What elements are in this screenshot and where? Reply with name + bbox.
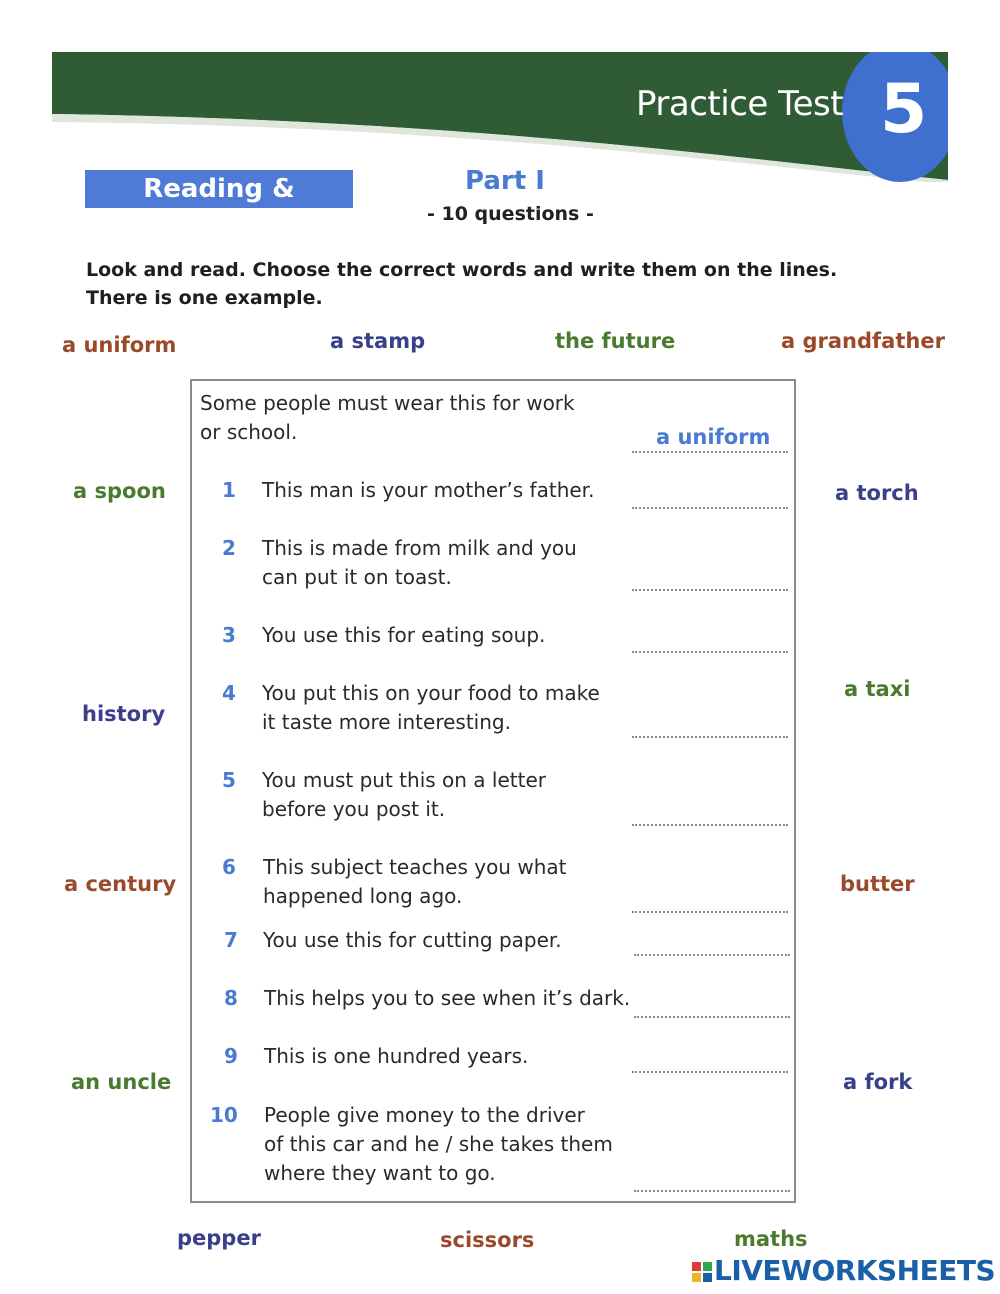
example-answer: a uniform xyxy=(656,425,771,449)
instructions-line-2: There is one example. xyxy=(86,287,323,309)
question-number: 8 xyxy=(224,986,238,1010)
word-bank-item: pepper xyxy=(177,1226,261,1250)
word-bank-item: butter xyxy=(840,872,915,896)
liveworksheets-logo[interactable] xyxy=(692,1254,995,1287)
question-line: People give money to the driver xyxy=(264,1103,585,1127)
word-bank-item: an uncle xyxy=(71,1070,172,1094)
word-bank-item: a grandfather xyxy=(781,329,945,353)
word-bank-item: scissors xyxy=(440,1228,535,1252)
word-bank-item: a century xyxy=(64,872,177,896)
word-bank-item: maths xyxy=(734,1227,808,1251)
question-line: This is one hundred years. xyxy=(264,1044,529,1068)
question-number: 5 xyxy=(222,768,236,792)
question-number: 7 xyxy=(224,928,238,952)
question-number: 2 xyxy=(222,536,236,560)
page-title: Practice Test xyxy=(636,84,844,124)
question-number: 3 xyxy=(222,623,236,647)
question-line: You use this for eating soup. xyxy=(262,623,546,647)
word-bank-item: a stamp xyxy=(330,329,426,353)
question-text xyxy=(262,679,600,737)
question-line: it taste more interesting. xyxy=(262,710,511,734)
answer-line-8[interactable] xyxy=(634,1016,790,1018)
answer-line-10[interactable] xyxy=(634,1190,790,1192)
word-bank-item: a taxi xyxy=(844,677,911,701)
answer-line-7[interactable] xyxy=(634,954,790,956)
answer-line-1[interactable] xyxy=(632,507,788,509)
word-bank-item: a torch xyxy=(835,481,919,505)
answer-line-6[interactable] xyxy=(632,911,788,913)
liveworksheets-text: LIVEWORKSHEETS xyxy=(714,1254,996,1287)
answer-line-5[interactable] xyxy=(632,824,788,826)
question-line: This helps you to see when it’s dark. xyxy=(264,986,631,1010)
example-text xyxy=(200,389,575,447)
question-text xyxy=(262,534,577,592)
section-label: Reading & Writing xyxy=(85,170,353,208)
question-text xyxy=(263,853,566,911)
question-text xyxy=(262,621,545,650)
instructions xyxy=(86,256,886,312)
answer-line-3[interactable] xyxy=(632,651,788,653)
question-text xyxy=(264,984,630,1013)
word-bank-item: history xyxy=(82,702,166,726)
question-line: happened long ago. xyxy=(263,884,463,908)
word-bank-item: the future xyxy=(555,329,676,353)
question-text xyxy=(262,476,594,505)
example-line-2: or school. xyxy=(200,420,298,444)
question-text xyxy=(264,1042,528,1071)
question-box xyxy=(190,379,796,1203)
instructions-line-1: Look and read. Choose the correct words and write them on the lines. xyxy=(86,259,838,281)
example-line-1: Some people must wear this for work xyxy=(200,391,575,415)
test-number: 5 xyxy=(880,70,928,149)
question-number: 9 xyxy=(224,1044,238,1068)
question-number: 10 xyxy=(210,1103,238,1127)
question-line: where they want to go. xyxy=(264,1161,496,1185)
answer-line-4[interactable] xyxy=(632,736,788,738)
question-number: 4 xyxy=(222,681,236,705)
answer-line-9[interactable] xyxy=(632,1071,788,1073)
question-line: This subject teaches you what xyxy=(263,855,567,879)
question-line: This man is your mother’s father. xyxy=(262,478,595,502)
question-count: - 10 questions - xyxy=(427,203,594,225)
word-bank-item: a uniform xyxy=(62,333,177,357)
word-bank-item: a fork xyxy=(843,1070,913,1094)
question-line: You use this for cutting paper. xyxy=(263,928,562,952)
question-text xyxy=(262,766,546,824)
question-line: This is made from milk and you xyxy=(262,536,577,560)
question-number: 1 xyxy=(222,478,236,502)
question-text xyxy=(264,1101,613,1188)
question-line: can put it on toast. xyxy=(262,565,452,589)
part-heading: Part I xyxy=(465,166,545,196)
question-line: You put this on your food to make xyxy=(262,681,600,705)
answer-line-2[interactable] xyxy=(632,589,788,591)
question-line: before you post it. xyxy=(262,797,446,821)
example-answer-line xyxy=(632,451,788,453)
question-text xyxy=(263,926,562,955)
liveworksheets-icon xyxy=(692,1262,712,1282)
question-line: of this car and he / she takes them xyxy=(264,1132,613,1156)
word-bank-item: a spoon xyxy=(73,479,166,503)
question-number: 6 xyxy=(222,855,236,879)
question-line: You must put this on a letter xyxy=(262,768,546,792)
